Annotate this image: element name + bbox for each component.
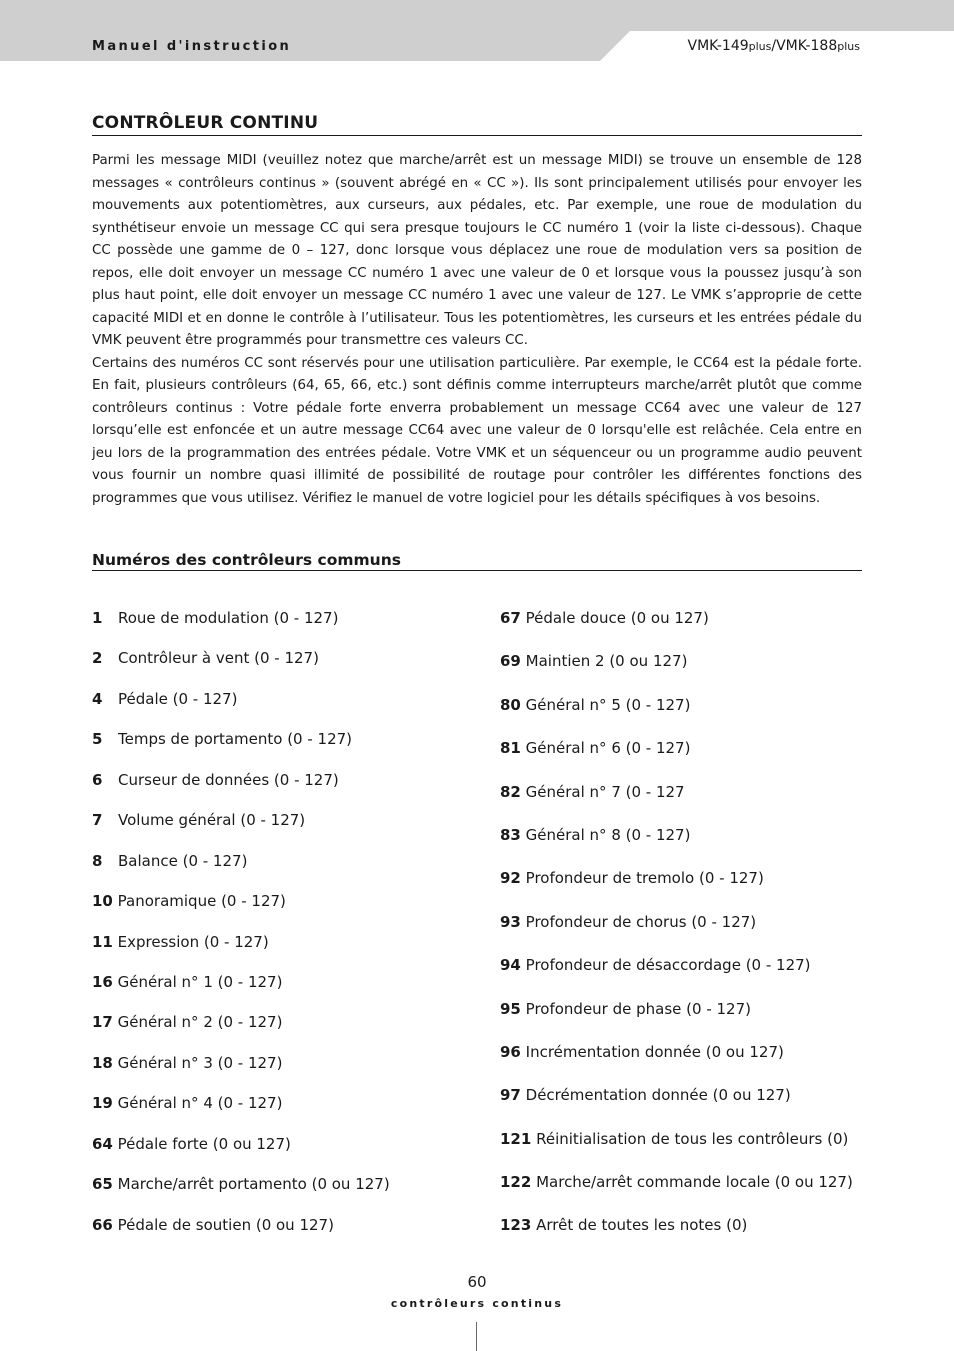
cc-number: 18: [92, 1053, 113, 1072]
list-item: [500, 911, 880, 933]
controller-list-right: [500, 607, 880, 1258]
cc-label: Balance (0 - 127): [118, 851, 248, 870]
cc-label: Curseur de données (0 - 127): [118, 770, 339, 789]
cc-label: Profondeur de tremolo (0 - 127): [525, 869, 764, 888]
cc-number: 16: [92, 972, 113, 991]
cc-label: Général n° 4 (0 - 127): [117, 1094, 283, 1113]
list-item: [92, 1133, 472, 1155]
list-item: [92, 850, 472, 872]
list-item: [500, 867, 880, 889]
model-a: VMK-149: [687, 38, 749, 54]
list-item: [92, 1173, 472, 1195]
model-a-suffix: plus: [748, 40, 772, 53]
controller-list-left: [92, 607, 472, 1254]
list-item: [500, 737, 880, 759]
list-item: [500, 1041, 880, 1063]
list-item: [500, 607, 880, 629]
list-item: [500, 1084, 880, 1106]
cc-number: 80: [500, 695, 521, 714]
footer-divider: [476, 1322, 477, 1351]
list-item: [92, 1011, 472, 1033]
cc-label: Marche/arrêt portamento (0 ou 127): [117, 1175, 390, 1194]
cc-label: Marche/arrêt commande locale (0 ou 127): [536, 1173, 853, 1192]
cc-number: 94: [500, 956, 521, 975]
cc-number: 96: [500, 1042, 521, 1061]
cc-label: Expression (0 - 127): [117, 932, 269, 951]
cc-number: 17: [92, 1013, 113, 1032]
cc-label: Profondeur de chorus (0 - 127): [525, 912, 757, 931]
cc-number: 121: [500, 1129, 532, 1148]
list-item: [500, 781, 880, 803]
cc-label: Panoramique (0 - 127): [117, 892, 286, 911]
list-item: [92, 809, 472, 831]
cc-number: 66: [92, 1215, 113, 1234]
list-item: [500, 954, 880, 976]
model-b-suffix: plus: [837, 40, 860, 53]
cc-number: 8: [92, 851, 103, 870]
cc-label: Général n° 1 (0 - 127): [117, 972, 283, 991]
list-item: [92, 1092, 472, 1114]
cc-number: 64: [92, 1134, 113, 1153]
cc-label: Volume général (0 - 127): [118, 811, 306, 830]
footer-section-label: contrôleurs continus: [390, 1297, 564, 1310]
cc-label: Général n° 5 (0 - 127): [525, 695, 691, 714]
cc-label: Décrémentation donnée (0 ou 127): [525, 1086, 791, 1105]
cc-number: 81: [500, 739, 521, 758]
cc-label: Maintien 2 (0 ou 127): [525, 652, 688, 671]
cc-number: 93: [500, 912, 521, 931]
page-number: 60: [467, 1273, 487, 1291]
list-item: [92, 607, 472, 629]
list-item: [500, 1128, 880, 1150]
list-item: [500, 824, 880, 846]
cc-label: Général n° 2 (0 - 127): [117, 1013, 283, 1032]
cc-label: Profondeur de désaccordage (0 - 127): [525, 956, 811, 975]
manual-label: Manuel d'instruction: [92, 39, 292, 54]
list-item: [92, 890, 472, 912]
cc-label: Pédale de soutien (0 ou 127): [117, 1215, 334, 1234]
list-item: [500, 1171, 880, 1193]
cc-label: Pédale douce (0 ou 127): [525, 609, 709, 627]
cc-label: Arrêt de toutes les notes (0): [536, 1216, 748, 1235]
paragraph: Certains des numéros CC sont réservés pour une utilisation particulière. Par exemple, le CC64 est la pédale forte. En fait, plusieurs contrôleurs (64, 65, 66, etc.) sont définis comme interrupteurs marche/arrêt plutôt que comme contrôleurs continus : Votre pédale forte enverra probablement un message CC64 avec une valeur de 127 lorsqu’elle est enfoncée et un autre message CC64 avec une valeur de 0 lorsqu'elle est relâchée. Cela entre en jeu lors de la programmation des entrées pédale. Votre VMK et un séquenceur ou un programme audio peuvent vous fournir un nombre quasi illimité de possibilité de routage pour contrôler les différentes fonctions des programmes que vous utilisez. Vérifiez le manuel de votre logiciel pour les détails spécifiques à vos besoins.: [92, 355, 862, 506]
cc-label: Pédale forte (0 ou 127): [117, 1134, 291, 1153]
cc-number: 97: [500, 1086, 521, 1105]
cc-label: Réinitialisation de tous les contrôleurs (0): [536, 1129, 849, 1148]
list-item: [92, 769, 472, 791]
body-text: [92, 150, 862, 510]
cc-label: Général n° 3 (0 - 127): [117, 1053, 283, 1072]
cc-number: 2: [92, 649, 103, 668]
model-b: /VMK-188: [771, 38, 838, 54]
cc-label: Temps de portamento (0 - 127): [118, 730, 353, 749]
list-item: [92, 931, 472, 953]
list-item: [92, 1214, 472, 1236]
cc-number: 123: [500, 1216, 532, 1235]
list-item: [500, 1214, 880, 1236]
cc-label: Pédale (0 - 127): [118, 689, 238, 708]
subsection-title: Numéros des contrôleurs communs: [92, 551, 862, 571]
cc-number: 65: [92, 1175, 113, 1194]
cc-label: Contrôleur à vent (0 - 127): [118, 649, 319, 668]
cc-number: 11: [92, 932, 113, 951]
cc-number: 95: [500, 999, 521, 1018]
list-item: [92, 728, 472, 750]
cc-number: 4: [92, 689, 103, 708]
cc-label: Général n° 7 (0 - 127: [525, 782, 685, 801]
cc-label: Général n° 6 (0 - 127): [525, 739, 691, 758]
cc-label: Roue de modulation (0 - 127): [118, 609, 339, 627]
list-item: [92, 688, 472, 710]
cc-label: Profondeur de phase (0 - 127): [525, 999, 751, 1018]
list-item: [92, 1052, 472, 1074]
cc-number: 92: [500, 869, 521, 888]
model-label: [688, 38, 861, 54]
cc-number: 82: [500, 782, 521, 801]
cc-number: 1: [92, 609, 103, 627]
list-item: [92, 647, 472, 669]
cc-number: 7: [92, 811, 103, 830]
cc-number: 5: [92, 730, 103, 749]
list-item: [500, 650, 880, 672]
cc-label: Incrémentation donnée (0 ou 127): [525, 1042, 784, 1061]
list-item: [500, 694, 880, 716]
cc-number: 83: [500, 825, 521, 844]
cc-label: Général n° 8 (0 - 127): [525, 825, 691, 844]
list-item: [92, 971, 472, 993]
cc-number: 69: [500, 652, 521, 671]
cc-number: 67: [500, 609, 521, 627]
list-item: [500, 998, 880, 1020]
paragraph: Parmi les message MIDI (veuillez notez que marche/arrêt est un message MIDI) se trouve un ensemble de 128 messages « contrôleurs continus » (souvent abrégé en « CC »). Ils sont principalement utilisés pour envoyer les mouvements aux potentiomètres, aux curseurs, aux pédales, etc. Par exemple, une roue de modulation du synthétiseur envoie un message CC qui sera presque toujours le CC numéro 1 (voir la liste ci-dessous). Chaque CC possède une gamme de 0 – 127, donc lorsque vous déplacez une roue de modulation vers sa position de repos, elle doit envoyer un message CC numéro 1 avec une valeur de 0 et lorsque vous la poussez jusqu’à son plus haut point, elle doit envoyer un message CC numéro 1 avec une valeur de 127. Le VMK s’approprie de cette capacité MIDI et en donne le contrôle à l’utilisateur. Tous les potentiomètres, les curseurs et les entrées pédale du VMK peuvent être programmés pour transmettre ces valeurs CC.: [92, 153, 862, 348]
cc-number: 10: [92, 892, 113, 911]
cc-number: 6: [92, 770, 103, 789]
cc-number: 122: [500, 1173, 532, 1192]
cc-number: 19: [92, 1094, 113, 1113]
section-title: CONTRÔLEUR CONTINU: [92, 113, 862, 136]
